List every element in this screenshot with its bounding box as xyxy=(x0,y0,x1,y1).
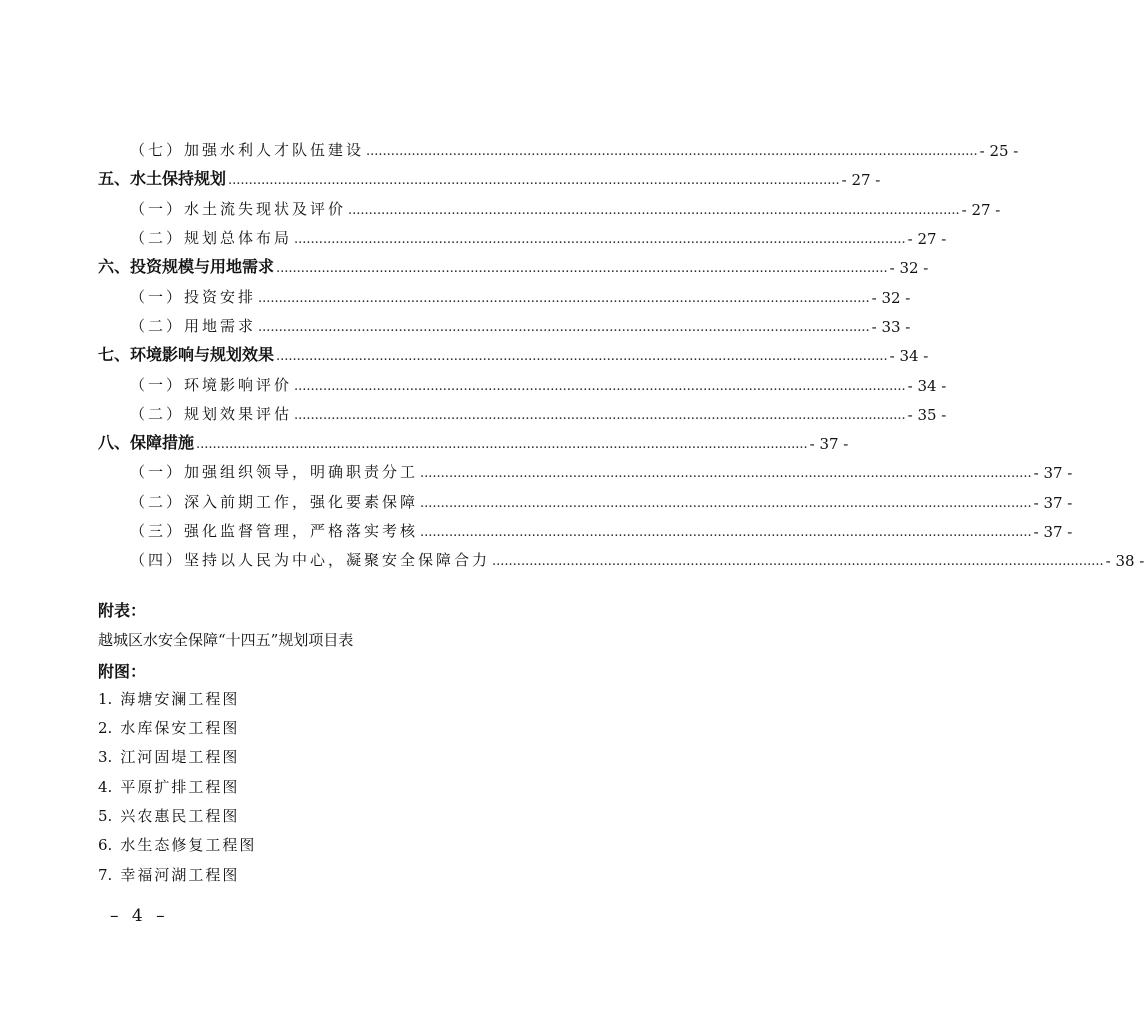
toc-entry-title: （二）规划效果评估 xyxy=(130,405,293,423)
figure-list-item xyxy=(98,834,256,855)
toc-leader-dots: .................................................................................................................................................... xyxy=(258,291,870,306)
toc-entry[interactable] xyxy=(0,483,1073,512)
toc-leader-dots: .................................................................................................................................................... xyxy=(196,437,808,452)
toc-entry[interactable] xyxy=(0,424,849,453)
figure-title: 水生态修复工程图 xyxy=(120,836,257,854)
figure-list-item xyxy=(98,864,239,885)
toc-leader-dots: .................................................................................................................................................... xyxy=(228,173,840,188)
figure-title: 兴农惠民工程图 xyxy=(120,807,240,825)
toc-entry-title: （一）投资安排 xyxy=(130,288,257,306)
figure-list-item xyxy=(98,776,239,797)
figure-number: 6. xyxy=(98,836,113,854)
toc-entry-title: 五、水土保持规划 xyxy=(98,169,227,188)
toc-leader-dots: .................................................................................................................................................... xyxy=(420,525,1032,540)
toc-entry[interactable] xyxy=(0,512,1073,541)
toc-entry-page: - 27 - xyxy=(907,230,947,248)
toc-entry-page: - 27 - xyxy=(841,171,881,189)
figure-number: 3. xyxy=(98,748,113,766)
figure-number: 7. xyxy=(98,866,113,884)
toc-entry[interactable] xyxy=(0,248,929,277)
toc-entry[interactable] xyxy=(0,453,1073,482)
toc-entry-page: - 37 - xyxy=(1033,494,1073,512)
toc-entry-title: （七）加强水利人才队伍建设 xyxy=(130,141,365,159)
figure-title: 平原扩排工程图 xyxy=(120,778,240,796)
toc-entry-title: 七、环境影响与规划效果 xyxy=(98,345,275,364)
figure-list-item xyxy=(98,805,239,826)
toc-entry[interactable] xyxy=(0,219,947,248)
toc-entry-page: - 37 - xyxy=(1033,523,1073,541)
toc-leader-dots: .................................................................................................................................................... xyxy=(294,408,906,423)
toc-leader-dots: .................................................................................................................................................... xyxy=(258,320,870,335)
toc-entry-title: （二）用地需求 xyxy=(130,317,257,335)
toc-entry-title: （二）深入前期工作，强化要素保障 xyxy=(130,493,419,511)
toc-entry-title: （三）强化监督管理，严格落实考核 xyxy=(130,522,419,540)
toc-entry-title: （二）规划总体布局 xyxy=(130,229,293,247)
toc-leader-dots: .................................................................................................................................................... xyxy=(276,349,888,364)
toc-entry-page: - 38 - xyxy=(1105,552,1144,570)
toc-entry[interactable] xyxy=(0,278,911,307)
figure-number: 2. xyxy=(98,719,113,737)
toc-entry-page: - 32 - xyxy=(871,289,911,307)
toc-entry[interactable] xyxy=(0,336,929,365)
toc-leader-dots: .................................................................................................................................................... xyxy=(348,203,960,218)
toc-leader-dots: .................................................................................................................................................... xyxy=(492,554,1104,569)
toc-leader-dots: .................................................................................................................................................... xyxy=(420,496,1032,511)
toc-entry-page: - 35 - xyxy=(907,406,947,424)
toc-leader-dots: .................................................................................................................................................... xyxy=(420,466,1032,481)
figure-title: 幸福河湖工程图 xyxy=(120,866,240,884)
toc-entry[interactable] xyxy=(0,190,1001,219)
figure-list-item xyxy=(98,746,239,767)
toc-entry-title: 八、保障措施 xyxy=(98,433,195,452)
toc-leader-dots: .................................................................................................................................................... xyxy=(294,232,906,247)
toc-leader-dots: .................................................................................................................................................... xyxy=(276,261,888,276)
appendix-figure-heading: 附图： xyxy=(98,662,147,681)
appendix-table-heading: 附表： xyxy=(98,601,147,620)
toc-leader-dots: .................................................................................................................................................... xyxy=(294,379,906,394)
figure-title: 江河固堤工程图 xyxy=(120,748,240,766)
figure-list-item xyxy=(98,688,239,709)
appendix-table-title: 越城区水安全保障“十四五”规划项目表 xyxy=(98,631,354,649)
toc-entry-title: （一）水土流失现状及评价 xyxy=(130,200,347,218)
figure-title: 海塘安澜工程图 xyxy=(120,690,240,708)
figure-number: 1. xyxy=(98,690,113,708)
figure-number: 5. xyxy=(98,807,113,825)
figure-number: 4. xyxy=(98,778,113,796)
toc-entry-title: （四）坚持以人民为中心，凝聚安全保障合力 xyxy=(130,551,491,569)
toc-entry-page: - 34 - xyxy=(907,377,947,395)
toc-entry[interactable] xyxy=(0,307,911,336)
figure-title: 水库保安工程图 xyxy=(120,719,240,737)
toc-entry-page: - 32 - xyxy=(889,259,929,277)
toc-entry-page: - 33 - xyxy=(871,318,911,336)
toc-entry-page: - 37 - xyxy=(809,435,849,453)
toc-entry[interactable] xyxy=(0,395,947,424)
toc-leader-dots: .................................................................................................................................................... xyxy=(366,144,978,159)
page-number: – 4 – xyxy=(110,906,169,926)
toc-entry-page: - 37 - xyxy=(1033,464,1073,482)
toc-entry-page: - 25 - xyxy=(979,142,1019,160)
toc-entry-page: - 27 - xyxy=(961,201,1001,219)
toc-entry[interactable] xyxy=(0,366,947,395)
toc-entry[interactable] xyxy=(0,541,1144,570)
toc-entry-title: 六、投资规模与用地需求 xyxy=(98,257,275,276)
toc-entry-page: - 34 - xyxy=(889,347,929,365)
toc-entry-title: （一）环境影响评价 xyxy=(130,376,293,394)
toc-entry-title: （一）加强组织领导，明确职责分工 xyxy=(130,463,419,481)
toc-entry[interactable] xyxy=(0,131,1019,160)
toc-entry[interactable] xyxy=(0,160,881,189)
figure-list-item xyxy=(98,717,239,738)
